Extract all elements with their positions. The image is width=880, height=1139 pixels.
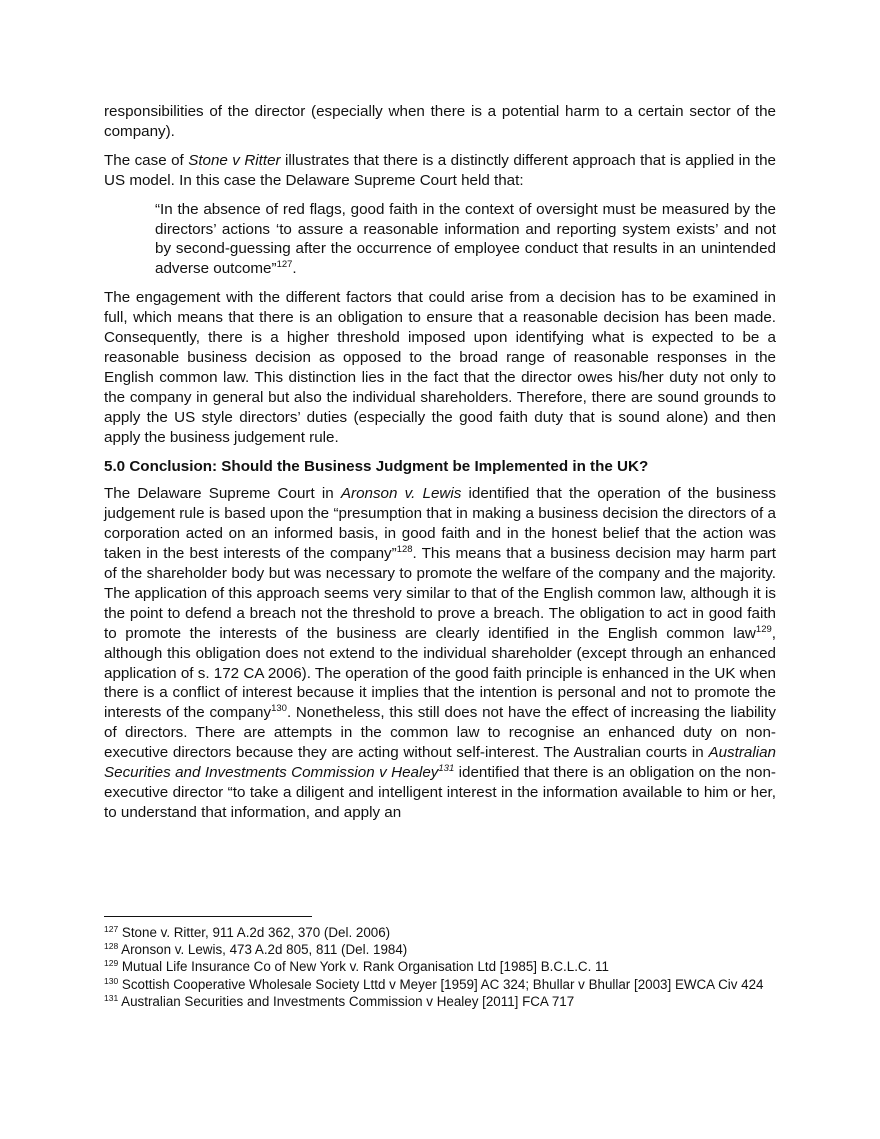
- footnote-text: Scottish Cooperative Wholesale Society Lttd v Meyer [1959] AC 324; Bhullar v Bhullar [2003] EWCA Civ 424: [118, 976, 764, 992]
- block-quote: [155, 200, 776, 280]
- quote-text: “In the absence of red flags, good faith in the context of oversight must be measured by the directors’ actions ‘to assure a reasonable information and reporting system exists’ and not by second-guessing after the occurrence of employee conduct that results in an unintended adverse outcome”: [155, 200, 776, 278]
- footnote-ref-129[interactable]: 129: [755, 623, 772, 635]
- footnote-number: 131: [104, 992, 119, 1003]
- paragraph-4: [104, 484, 776, 822]
- footnote-number: 128: [104, 941, 119, 952]
- footnote-127: [104, 924, 776, 941]
- paragraph-4-text: . This means that a business decision may harm part of the shareholder body but was necessary to promote the welfare of the company and the majority. The application of this approach seems very similar to that of the English common law, although it is the point to defend a breach not the threshold to prove a breach. The obligation to act in good faith to promote the interests of the business are clearly identified in the English common law: [104, 545, 776, 642]
- footnote-ref-128[interactable]: 128: [396, 544, 413, 556]
- case-name-aronson-v-lewis: Aronson v. Lewis: [340, 485, 462, 503]
- footnote-ref-127[interactable]: 127: [276, 259, 293, 271]
- footnote-divider: [104, 916, 312, 917]
- footnote-ref-130[interactable]: 130: [271, 703, 287, 715]
- footnote-ref-131[interactable]: 131: [438, 763, 455, 775]
- footnote-text: Australian Securities and Investments Commission v Healey [2011] FCA 717: [118, 993, 575, 1009]
- paragraph-2-text-cont: illustrates that there is a distinctly different approach that is applied in the US model. In this case the Delaware Supreme Court held that:: [104, 151, 776, 189]
- paragraph-3: The engagement with the different factors that could arise from a decision has to be examined in full, which means that there is an obligation to ensure that a reasonable decision has been made. Consequently, there is a higher threshold imposed upon identifying what is expected to be a reasonable business decision as opposed to the broad range of reasonable responses in the English common law. This distinction lies in the fact that the director owes his/her duty not only to the company in general but also the individual shareholders. Therefore, there are sound grounds to apply the US style directors’ duties (especially the good faith duty that is sound alone) and then apply the business judgement rule.: [104, 289, 776, 446]
- footnote-text: Mutual Life Insurance Co of New York v. Rank Organisation Ltd [1985] B.C.L.C. 11: [118, 959, 609, 975]
- footnote-text: Aronson v. Lewis, 473 A.2d 805, 811 (Del. 1984): [118, 942, 408, 958]
- case-name-asic-v-healey: Australian Securities and Investments Commission v Healey: [104, 744, 776, 782]
- footnote-number: 130: [104, 975, 119, 986]
- paragraph-4-text: . Nonetheless, this still does not have the effect of increasing the liability of directors. There are attempts in the common law to recognise an enhanced duty on non-executive directors because they are acting without self-interest. The Australian courts in: [104, 704, 776, 762]
- footnote-131: [104, 993, 776, 1010]
- paragraph-4-text: The Delaware Supreme Court in: [104, 485, 341, 503]
- footnote-129: [104, 958, 776, 975]
- footnote-number: 127: [104, 924, 119, 934]
- quote-end: .: [292, 260, 297, 278]
- paragraph-4-text: , although this obligation does not extend to the individual shareholder (except through an enhanced application of s. 172 CA 2006). The operation of the good faith principle is enhanced in the UK when there is a conflict of interest because it implies that the intention is personal and not to promote the interests of the company: [104, 624, 776, 722]
- footnotes: [104, 924, 776, 1010]
- footnote-128: [104, 941, 776, 958]
- section-heading: 5.0 Conclusion: Should the Business Judgment be Implemented in the UK?: [104, 457, 649, 475]
- paragraph-1: responsibilities of the director (especially when there is a potential harm to a certain sector of the company).: [104, 103, 776, 140]
- paragraph-2: [104, 151, 776, 191]
- footnote-130: [104, 976, 776, 993]
- page-body: [104, 102, 776, 832]
- paragraph-4-text: identified that there is an obligation on the non-executive director “to take a diligent and intelligent interest in the information available to him or her, to understand that information, and apply an: [104, 764, 776, 821]
- footnote-number: 129: [104, 958, 119, 969]
- footnote-text: Stone v. Ritter, 911 A.2d 362, 370 (Del. 2006): [118, 925, 391, 940]
- paragraph-4-text: identified that the operation of the business judgement rule is based upon the “presumption that in making a business decision the directors of a corporation acted on an informed basis, in good faith and in the honest belief that the action was taken in the best interests of the company”: [104, 485, 776, 563]
- paragraph-2-text: The case of: [104, 151, 189, 169]
- case-name-stone-v-ritter: Stone v Ritter: [188, 151, 281, 169]
